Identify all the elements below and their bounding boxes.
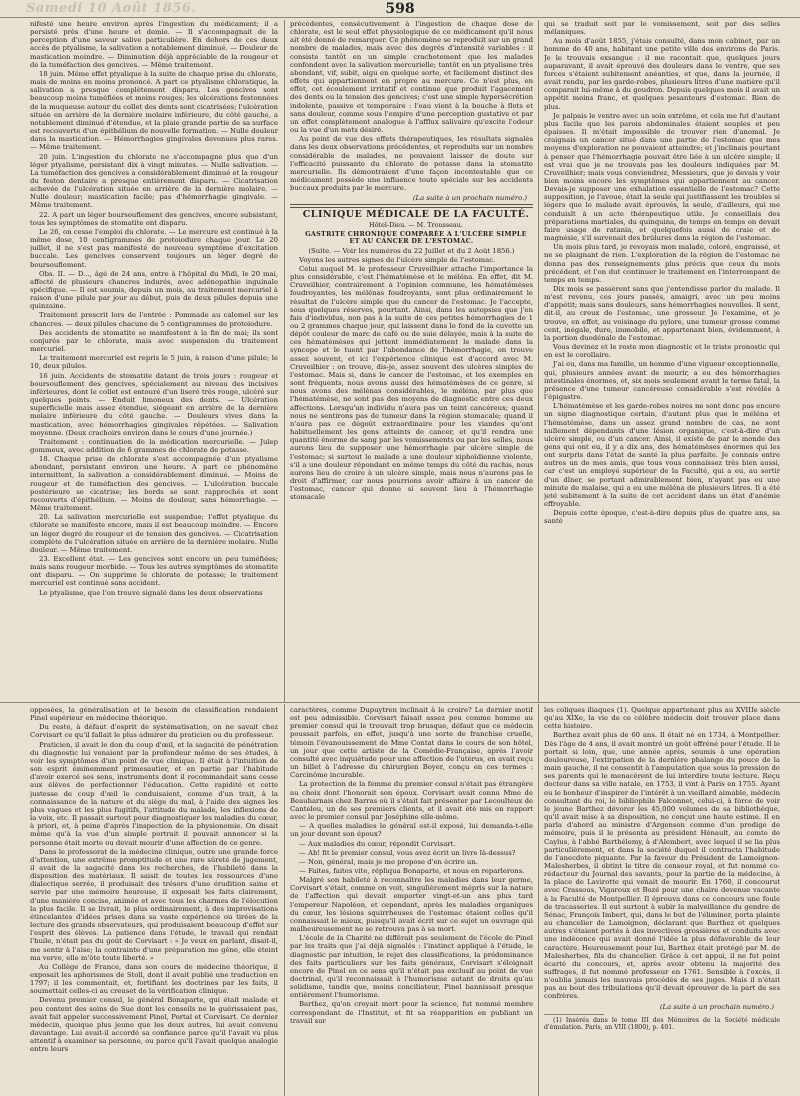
section-rule [290, 204, 533, 205]
paragraph: Praticien, il avait le don du coup d'œil, et la sagacité de pénétration du diagnostic lui venaient par la profondeur même de ses études, à voir les symptômes d'un point de vue clinique. Il était à l'intuition de son esprit éminemment primesautier, et en partie par l'habitude d'avoir exercé ses sens, instruments dont il recommandait sans cesse aux élèves de perfectionner l'éducation. Cette rapidité et cette justesse de coup d'œil le conduisaient, comme d'un trait, à la connaissance de la nature et du siège du mal, à l'aide des signes les plus vagues et les plus fugitifs, l'attitude du malade, les inflexions de la voix, etc. Il passait surtout pour diagnostiquer les maladies du cœur, à priori, et, à peine d'après l'inspection de la physionomie. On disait même qu'à la vue d'un simple portrait il pouvait annoncer si la personne était morte ou devait mourir d'une affection de ce genre. [30, 740, 278, 847]
paragraph: Vous devinez et le reste mon diagnostic et le triste pronostic qui en est le corollaire. [544, 343, 780, 360]
column-rule-bottom-left [284, 704, 285, 1096]
paragraph: les coliques iliaques (1). Quelque appartenant plus au XVIIIe siècle qu'au XIXe, la vie de ce célèbre médecin doit trouver place dans cette histoire. [544, 706, 780, 731]
paragraph: Au mois d'août 1855, j'étais consulté, dans mon cabinet, par un homme de 40 ans, habitant une petite ville des environs de Paris. Je le trouvais exsangue : il me racontait que, quelques jours auparavant, il avait éprouvé des douleurs dans le ventre, que ses forces s'étaient subitement anéanties, et que, dans la journée, il avait rendu, par les garde-robes, plusieurs litres d'une matière qu'il comparait lui-même à du goudron. Depuis quelques mois il avait un appétit moins franc, et quelques pesanteurs d'estomac. Rien de plus. [544, 37, 780, 111]
dialogue-line: — Ah! fit le premier consul, vous avez écrit un livre là-dessus? [299, 848, 516, 857]
paragraph: Depuis cette époque, c'est-à-dire depuis plus de quatre ans, sa santé [544, 509, 780, 526]
paragraph: 23. Excellent état. — Les gencives sont encore un peu tuméfiées; mais sans rougeur morbide. — Tous les autres symptômes de stomatite ont disparu. — On supprime le chlorate de potasse; le traitement mercuriel est continué sans accident. [30, 555, 278, 588]
dialogue-line: — A quelles maladies le général est-il exposé, lui demanda-t-elle un jour devant son époux? [290, 822, 533, 839]
section-byline: Hôtel-Dieu. — M. Trousseau. [369, 221, 463, 230]
page-header [0, 0, 800, 18]
paragraph: caractères, comme Dupuytren inclinait à le croire? Le dernier motif est peu admissible. Corvisart faisait assez peu comme homme au premier consul qui le trouvait trop brusque, défaut que ce médecin poussait parfois, en effet, jusqu'à une sorte de franchise cruelle, témoin l'évanouissement de Mme Contat dans le cours de son hôtel, un jour que cette artiste de la Comédie-Française, après l'avoir consulté avec inquiétude pour une affection de l'utérus, en avait reçu un billet à l'adresse du chirurgien Boyer, conçu en ces termes : Carcinôme incurable. [290, 706, 533, 780]
column-3 [544, 20, 780, 700]
paragraph: Le 26, on cesse l'emploi du chlorate. — Le mercure est continué à la même dose, 10 centigrammes de protoiodure chaque jour. Le 20 juillet, il ne s'est pas manifesté de nouveau symptôme d'excitation buccale. Les gencives conservent toujours un léger degré de boursouflement. [30, 227, 278, 269]
column-2 [290, 20, 533, 700]
paragraph: Le traitement mercuriel est repris le 5 juin, à raison d'une pilule; le 10, deux pilules. [30, 354, 278, 371]
footnote-rule [544, 1014, 604, 1015]
column-rule-top-left [284, 20, 285, 702]
paragraph: J'ai eu, dans ma famille, un homme d'une vigueur exceptionnelle, qui, plusieurs années avant de mourir, a eu des hémorrhagies intestinales énormes, et, six mois seulement avant le terme fatal, la présence d'une tumeur cancéreuse considérable s'est révélée à l'épigastre. [544, 360, 780, 402]
paragraph: 18 juin. Même effet ptyalique à la suite de chaque prise du chlorate, mais de moins en moins prononcé. A part ce ptyalisme chloratique, la salivation a presque complètement disparu. Les gencives sont beaucoup moins tuméfiées et moins rouges; les ulcérations festonnées de la muqueuse autour du collet des dents sont cicatrisées; l'ulcération située en arrière de la dernière molaire inférieure, du côté gauche, a notablement diminué d'étendue, et la plaie grande partie de sa surface est recouverte d'un épithélium de nouvelle formation. — Nulle douleur dans la mastication. — Hémorrhagies gingivales devenues plus rares. — Même traitement. [30, 69, 278, 152]
paragraph: Barthez, qu'on croyait mort pour la science, fut nommé membre correspondant de l'Institut, et fit sa réapparition en publiant un travail sur [290, 1000, 533, 1025]
section-subtitle: GASTRITE CHRONIQUE COMPARÉE A L'ULCÈRE SIMPLE ET AU CANCER DE L'ESTOMAC. [305, 229, 527, 246]
section-title: CLINIQUE MÉDICALE DE LA FACULTÉ. [302, 209, 530, 221]
paragraph: Le ptyalisme, que l'on trouve signalé dans les deux observations [39, 588, 263, 597]
paragraph: Malgré son habileté à reconnaître les maladies dans leur germe, Corvisart s'était, comme on voit, singulièrement mépris sur la nature de l'affection qui devait emporter vingt-et-un ans plus tard l'empereur Napoléon, et cependant, après les maladies organiques du cœur, les lésions squirrheuses de l'estomac étaient celles qu'il connaissait le mieux, puisqu'il avait écrit sur ce sujet un ouvrage qui malheureusement ne se retrouva pas à sa mort. [290, 876, 533, 934]
paragraph: 18. Chaque prise de chlorate s'est accompagnée d'un ptyalisme abondant, persistant environ une heure. A part ce phénomène intermittent, la salivation a considérablement diminué. — Moins de rougeur et de tuméfaction des gencives. — L'ulcération buccale postérieure se cicatrise; les bords se sont rapprochés et sont recouverts d'épithélium. — Moins de douleur, sans hémorrhagie. — Même traitement. [30, 455, 278, 513]
column-5 [290, 706, 533, 1094]
paragraph: Au point de vue des effets thérapeutiques, les résultats signalés dans les deux observations précédentes, et reproduits sur un nombre considérable de malades, ne pouvaient laisser de doute sur l'efficacité puissante du chlorate de potasse dans la stomatite mercurielle. Ils démontraient d'une façon incontestable que ce médicament possède une influence toute spéciale sur les accidents buccaux produits par le mercure. [290, 135, 533, 193]
column-rule-bottom-right [538, 704, 539, 1096]
paragraph: Des accidents de stomatite se manifestent à la fin de mai; ils sont conjurés par le chlorate, mais avec suspension du traitement mercuriel. [30, 328, 278, 354]
paragraph: Du reste, à défaut d'esprit de systématisation, on ne savait chez Corvisart ce qu'il fallait le plus admirer du praticien ou du professeur. [30, 723, 278, 740]
continuation-note: (La suite à un prochain numéro.) [412, 194, 527, 203]
paragraph: L'école de la Charité ne différait pas seulement de l'école de Pinel par les traits que j'ai déjà signalés : l'instinct appliqué à l'étude, le diagnostic par intuition, le rejet des classifications, la prédominance des faits particuliers sur les faits généraux, Corvisart s'éloignait encore de Pinel en ce sens qu'il n'était pas exclusif au point de vue doctrinal, qu'il reconnaissait à l'humorisme autant de droits qu'au solidisme, tandis que, moins conciliateur, Pinel bannissait presque entièrement l'humorisme. [290, 934, 533, 1000]
paragraph: 16 juin. Accidents de stomatite datant de trois jours : rougeur et boursouflement des gencives, spécialement au niveau des incisives inférieures, dont le collet est entouré d'un liseré très rouge, ulcéré sur quelques points. — Enduit limoneux des dents. — Ulcération superficielle mais assez étendue, siégeant en arrière de la dernière molaire inférieure du côté gauche. — Douleurs vives dans la mastication, avec hémorrhagies gingivales répétées. — Salivation moyenne. (Deux crachoirs environ dans le cours d'une journée.) [30, 371, 278, 437]
dialogue-line: — Aux maladies du cœur, répondit Corvisart. [299, 839, 456, 848]
paragraph: nifesté une heure environ après l'ingestion du médicament; il a persisté près d'une heure et demie. — Il s'accompagnait de la perception d'une saveur salive particulière. En dehors de ces deux accès de ptyalisme, la salivation a notablement diminué. — Douleur de mastication moindre. — Diminution déjà appréciable de la rougeur et de la tuméfaction des gencives. — Même traitement. [30, 20, 278, 69]
paragraph: Un mois plus tard, je revoyais mon malade, coloré, engraissé, et ne se plaignant de rien. L'exploration de la région de l'estomac ne donna pas des renseignements plus précis que ceux du mois précédent, et l'on dut continuer le traitement en l'interrompant de temps en temps. [544, 243, 780, 284]
paragraph: L'hématémèse et les garde-robes noires ne sont donc pas encore un signe diagnostique certain, d'autant plus que le méléna et l'hématémèse, dans un assez grand nombre de cas, ne sont nullement dépendants d'une lésion organique, c'est-à-dire d'un ulcère simple, ou d'un cancer. Ainsi, il existe de par le monde des gens qui ont eu, il y a dix ans, des hématémèses énormes qui les ont surpris dans l'état de santé la plus parfaite. Je connais entre autres un de mes amis, que tous vous connaissez très bien aussi, car c'est un employé supérieur de la Faculté, qui a eu, au sortir d'un dîner, se portant admirablement bien, n'ayant pas eu une minute de malaise, qui a eu une méléna de plusieurs litres. Il a été jeté subitement à la suite de cet accident dans un état d'anémie effroyable. [544, 402, 780, 509]
paragraph: 22. A part un léger boursouflement des gencives, encore subsistant, tous les symptômes de stomatite ont disparu. [30, 210, 278, 227]
paragraph: opposées, la généralisation et le besoin de classification rendaient Pinel supérieur en médecine théorique. [30, 706, 278, 723]
paragraph: Au Collège de France, dans son cours de médecine théorique, il exposait les aphorismes de Stoll, dont il avait publié une traduction en 1797; il les commentait, et, fortifiant les doctrines par les faits, il soumettait celles-ci au creuset de la vérification clinique. [30, 962, 278, 996]
paragraph: Voyons les autres signes de l'ulcère simple de l'estomac. [299, 255, 496, 264]
paragraph: Traitement prescrit lors de l'entrée : Pommade au calomel sur les chancres. — deux pilules chacune de 5 centigrammes de protoiodure. [30, 311, 278, 328]
paragraph: qui se traduit soit par le vomissement, soit par des selles mélaniques. [544, 20, 780, 37]
paragraph: Devenu premier consul, le général Bonaparte, qui était malade et peu content des soins de Sue dont les conseils ne le guérissaient pas, avait fait appeler successivement Pinel, Portal et Corvisart. Ce dernier médecin, quoique plus jeune que les deux autres, lui avait convenu davantage. Lui avait-il accordé sa confiance parce qu'il l'avait vu plus attentif à examiner sa personne, ou parce qu'il l'avait quelque analogie entre leurs [30, 996, 278, 1054]
paragraph: Dans le professorat de la médecine clinique, outre une grande force d'attention, une extrême promptitude et une rare sûreté de jugement, il avait de la sagacité dans les recherches, de l'habileté dans la disposition des matériaux. Il saisit de toutes les ressources d'une dialectique serrée, il produisait des trésors d'une érudition saine et servie par une mémoire heureuse, il exposait les faits clairement, d'une manière concise, animée et avec tous les charmes de l'élocution la plus facile. Il se livrait, le plus ordinairement, à des improvisations étincelantes d'idées prises dans sa vaste expérience ou tirées de la lecture des grands observateurs, qui produisaient beaucoup d'effet sur l'esprit des élèves. La patience dans l'étude, le travail qui rendait l'huile, n'était pas du goût de Corvisart : « Je veux en parlant, disait-il, me sentir à l'aise; la contrainte d'une préparation me gêne, elle éteint ma verve, elle m'ôte toute liberté. » [30, 847, 278, 962]
masthead-watermark: Samedi 10 Août 1856. [26, 1, 197, 16]
paragraph: Traitement : continuation de la médication mercurielle. — Julep gommeux, avec addition de 6 grammes de chlorate de potasse. [30, 437, 278, 454]
paragraph: 20. La salivation mercurielle est suspendue; l'effet ptyalique du chlorate se manifeste encore, mais il est beaucoup moindre. — Encore un léger degré de rougeur et de tension des gencives. — Cicatrisation complète de l'ulcération située en arrière de la dernière molaire. Nulle douleur. — Même traitement. [30, 513, 278, 554]
footnote: (1) Insérés dans le tome III des Mémoires de la Société médicale d'émulation. Paris, an VIII (1800), p. 401. [544, 1016, 780, 1032]
paragraph: Celui auquel M. le professeur Cruveilhier attache l'importance la plus considérable, c'est l'hématémèse et le méléna. En effet, dit M. Cruveilhier, contrairement à l'opinion commune, les hématémèses foudroyantes, les mélénas foudroyants, sont plus ordinairement le résultat de l'ulcère simple que du cancer de l'estomac. Je l'accepte, sous quelques réserves, pourtant. Ainsi, dans les autopsies que j'en fais d'individus, non pas à la suite de ces petites hémorrhagies de 1 ou 2 grammes chaque jour, qui laissent dans le fond de la cuvette un dépôt couleur de marc de café ou de suie délayée, mais à la suite de ces hématémèses qui jettent immédiatement le malade dans la syncope et le tuent par l'abondance de l'hémorrhagie, on trouve assez souvent, et ici l'expérience clinique est d'accord avec M. Cruveilhier : on trouve, dis-je, assez souvent des ulcères simples de l'estomac. Mais si, dans le cancer de l'estomac, et les exemples en sont fréquents, nous avons aussi des hématémèses de ce genre, si nous avons des mélénas considérables, le méléna, par plus que l'hématémèse, ne sont pas des moyens de diagnostic entre ces deux affections. Lorsqu'un individu n'aura pas un teint cancéreux; quand nous ne sentirons pas de tumeur dans la région stomacale; quand il n'aura pas ce dégoût extraordinaire pour les viandes qu'ont habituellement les gens atteints de cancer, et qu'il rendra une quantité énorme de sang par les vomissements ou par les selles, nous aurons lieu de supposer une hémorrhagie par ulcère simple de l'estomac; si surtout le malade a une douleur xiphoïdienne violente, s'il a une douleur répondant en même temps du côté du rachis, nous aurons lieu de croire à un ulcère simple, mais nous n'aurons pas le droit d'affirmer, car nous pourrions avoir affaire à un cancer de l'estomac, cancer qui donne si souvent lieu à l'hémorrhagie stomacale [290, 264, 533, 502]
paragraph: La protection de la femme du premier consul n'était pas étrangère au choix dont l'honorait son époux. Corvisart avait connu Mme de Beauharnais chez Barras où il s'était fait présenter par Lecoulteux de Canteleu, un de ses premiers clients, et il avait été mis en rapport avec le premier consul par Joséphine elle-même. [290, 780, 533, 822]
dialogue-line: — Non, général, mais je me propose d'en écrire un. [299, 857, 478, 866]
section-reference: (Suite. — Voir les numéros du 22 Juillet et du 2 Août 1856.) [308, 246, 515, 255]
paragraph: Je palpais le ventre avec un soin extrême, et cela me fut d'autant plus facile que les parois abdominales étaient souples et peu épaisses. Il m'était impossible de trouver rien d'anomal. Je craignais un cancer situé dans une partie de l'estomac que mes moyens d'exploration ne pouvaient atteindre; et j'inclinais pourtant à penser que l'hémorrhagie pouvait être liée à un ulcère simple; il est vrai que je ne trouvais pas les douleurs indiquées par M. Cruveilhier; mais vous conviendrez, Messieurs, que je devais y voir bien moins encore les symptômes qui appartiennent au cancer. Devais-je supposer une exhalation essentielle de l'estomac? Cette supposition, je l'avoue, était la seule qui justifiassent les troubles si légers que le malade avait éprouvés, la seule, d'ailleurs, qui me conduisît à un acte thérapeutique utile. Je conseillais des préparations martiales, du quinquina, de temps en temps on devait faire usage de ratania, et quelquefois aussi de craie et de magnésie, s'il survenait des brûlures dans la région de l'estomac. [544, 111, 780, 243]
page-number: 598 [385, 1, 415, 17]
column-1 [30, 20, 278, 700]
column-rule-top-right [538, 20, 539, 702]
dialogue-line: — Faites, faites vite, répliqua Bonaparte, et nous en reparlerons. [299, 866, 525, 875]
paragraph: précédentes, consécutivement à l'ingestion de chaque dose de chlorate, est le seul effet physiologique de ce médicament qu'il nous ait été donné de remarquer. Ce phénomène se reproduit sur un grand nombre de malades, mais avec des degrés d'intensité variables : il consiste tantôt en un simple crachotement que les malades confondent avec la salivation mercurielle; tantôt en un ptyalisme très abondant, vif, subit, aigu en quelque sorte, et facilement distinct des effets qui appartiennent en propre au mercure. Ce n'est plus, en effet, cet écoulement irritatif et continue que produit l'agacement des dents ou la tension des gencives; c'est une simple hypersécrétion indolente, passive et temporaire : l'eau vient à la bouche à flots et sans douleur, comme sous l'empire d'une perception gustative et par un effet complètement analogue à l'afflux salivaire qu'excite l'odeur ou la vue d'un mets désiré. [290, 20, 533, 135]
paragraph: 20 juin. L'ingestion du chlorate ne s'accompagne plus que d'un léger ptyalisme, persistant dix à vingt minutes. — Nulle salivation. — La tuméfaction des gencives a considérablement diminué et la rougeur du feston dentaire a presque entièrement disparu. — Cicatrisation achevée de l'ulcération située en arrière de la dernière molaire. — Nulle douleur; mastication facile; pas d'hémorrhagie gingivale. — Même traitement. [30, 152, 278, 210]
column-4 [30, 706, 278, 1094]
paragraph: Barthez avait plus de 60 ans. Il était né en 1734, à Montpellier. Dès l'âge de 4 ans, il avait montré un goût effréné pour l'étude. Il le portait si loin, que, une année après, soumis à une opération douloureuse, l'extirpation de la dernière phalange du pouce de la main gauche, il ne consentit à l'amputation que sous la pression de ses parents qui le menacèrent de lui interdire toute lecture. Reçu docteur dans sa ville natale, en 1753, il vint à Paris en 1755. Ayant eu le bonheur d'inspirer de l'intérêt à un vieillard aimable, médecin consultant du roi, le bibliophile Falconnet, celui-ci, à force de voir le jeune Barthez dévorer les 45,000 volumes de sa bibliothèque, qu'il avait mise à sa disposition, ne conçut une haute estime. Il en parla d'abord au ministre d'Argenson comme d'un prodige de mémoire, puis il le présenta au président Hénault, au comte de Caylus, à l'abbé Barthélemy, à d'Alembert, avec lequel il se lia plus particulièrement, et dans la société duquel il contracta l'habitude de l'anecdote piquante. Par la faveur du Président de Lamoignon-Malesherbes, il obtint le titre de censeur royal, et fut nommé co-rédacteur du Journal des savants, pour la partie de la médecine, à la place de Lavirotte qui venait de mourir. En 1760, il concourut avec Crassous, Vigaroux et Bozé pour une chaire devenue vacante à la Faculté de Montpellier. Il éprouva dans ce concours une foule de tracasseries. Il eut surtout à subir la malveillance du gendre de Sénac, François Imbert, qui, dans le but de l'éliminer, porta plainte au chancelier de Lamoignon, déclarant que Barthez et quelques autres s'étaient portés à des invectives grossières et conduits avec une indécence qui avait donné l'idée la plus défavorable de leur caractère. Heureusement pour lui, Barthez était protégé par M. de Malesherbes, fils du chancelier. Grâce à cet appui, il ne fut point écarté du concours, et, après avoir obtenu la majorité des suffrages, il fut nommé professeur en 1761. Sensible à l'excès, il n'oublia jamais les mauvais procédés de ses juges. Mais il n'était pas au bout des tribulations qu'il devait éprouver de la part de ses confrères. [544, 731, 780, 1001]
paragraph: Dix mois se passèrent sans que j'entendisse parler du malade. Il m'est revenu, ces jours passés, amaigri, avec un peu moins d'appétit; mais sans douleurs, sans hémorrhagies nouvelles. Il sent, dit-il, au creux de l'estomac, une grosseur. Je l'examine, et je trouve, en effet, au voisinage du pylore, une tumeur grosse comme cent, inégale, dure, immobile, et appartenant bien, évidemment, à la portion duodénale de l'estomac. [544, 285, 780, 342]
column-6 [544, 706, 780, 1094]
paragraph: Obs. II. — D..., âgé de 24 ans, entre à l'hôpital du Midi, le 20 mai, affecté de plusieurs chancres indurés, avec adénopathie inguinale spécifique. — Il est soumis, depuis un mois, au traitement mercuriel à raison d'une pilule par jour au début, puis de deux pilules depuis une quinzaine. [30, 269, 278, 311]
continuation-note: (La suite à un prochain numéro.) [659, 1002, 774, 1011]
fold-separator [0, 702, 800, 703]
